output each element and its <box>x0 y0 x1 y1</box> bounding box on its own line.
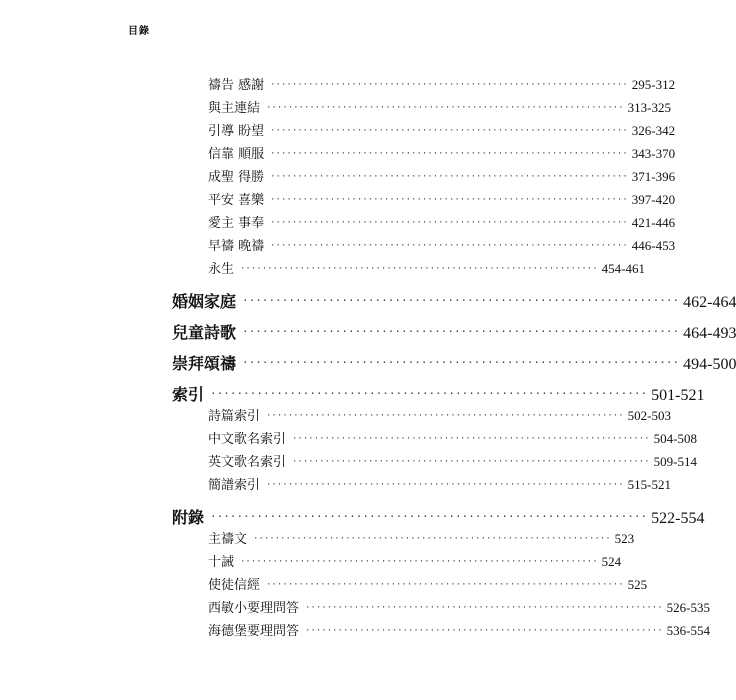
toc-entry-pages: 526-535 <box>666 600 710 615</box>
toc-entry-label: 信靠 順服 <box>208 147 265 162</box>
dot-leader: ·································································· <box>240 264 598 274</box>
toc-section-label: 附錄 <box>172 508 205 527</box>
toc-section-label: 索引 <box>172 385 205 404</box>
toc-entry-label: 海德堡要理問答 <box>208 624 300 639</box>
toc-entry-pages: 454-461 <box>601 261 645 276</box>
toc-entry[interactable] <box>208 474 671 493</box>
toc-entry-pages: 536-554 <box>666 623 710 638</box>
dot-leader: ·································································· <box>210 387 648 400</box>
toc-entry-label: 永生 <box>208 262 235 277</box>
toc-section-pages: 501-521 <box>651 387 705 404</box>
toc-section[interactable] <box>172 289 736 312</box>
dot-leader: ·································································· <box>270 218 628 228</box>
toc-entry-pages: 524 <box>601 554 622 569</box>
dot-leader: ·································································· <box>242 356 680 369</box>
toc-entry-pages: 326-342 <box>631 123 676 138</box>
toc-section-label: 婚姻家庭 <box>172 292 237 311</box>
toc-entry[interactable] <box>208 528 635 547</box>
toc-entry[interactable] <box>208 428 697 447</box>
toc-section[interactable] <box>172 505 705 528</box>
toc-entry-label: 愛主 事奉 <box>208 216 265 231</box>
toc-entry[interactable] <box>208 620 710 639</box>
toc-section[interactable] <box>172 382 705 405</box>
dot-leader: ·································································· <box>270 172 628 182</box>
toc-entry-label: 詩篇索引 <box>208 409 261 424</box>
toc-entry-label: 成聖 得勝 <box>208 170 265 185</box>
toc-entry-pages: 525 <box>627 577 648 592</box>
toc-section[interactable] <box>172 320 736 343</box>
toc-entry[interactable] <box>208 74 676 93</box>
toc-entry-label: 平安 喜樂 <box>208 193 265 208</box>
toc-entry-pages: 343-370 <box>631 146 676 161</box>
dot-leader: ·································································· <box>266 580 624 590</box>
toc-section-pages: 464-493 <box>683 325 736 342</box>
toc-entry[interactable] <box>208 97 671 116</box>
toc-entry[interactable] <box>208 235 676 254</box>
toc-entry[interactable] <box>208 258 645 277</box>
dot-leader: ·································································· <box>305 626 663 636</box>
toc-entry-label: 引導 盼望 <box>208 124 265 139</box>
toc-entry-pages: 504-508 <box>653 431 697 446</box>
toc-section-label: 崇拜頌禱 <box>172 354 237 373</box>
toc-entry-pages: 397-420 <box>631 192 676 207</box>
toc-section-label: 兒童詩歌 <box>172 323 237 342</box>
dot-leader: ·································································· <box>270 80 628 90</box>
toc-entry-pages: 523 <box>614 531 635 546</box>
toc-entry[interactable] <box>208 212 676 231</box>
toc-section[interactable] <box>172 351 736 374</box>
toc-section-pages: 494-500 <box>683 356 736 373</box>
toc-entry-label: 簡譜索引 <box>208 478 261 493</box>
page-header-title: 目錄 <box>128 26 150 37</box>
dot-leader: ·································································· <box>270 126 628 136</box>
toc-entry[interactable] <box>208 551 622 570</box>
dot-leader: ·································································· <box>242 294 680 307</box>
dot-leader: ·································································· <box>253 534 611 544</box>
toc-section-pages: 522-554 <box>651 510 705 527</box>
toc-entry-pages: 446-453 <box>631 238 676 253</box>
toc-entry-label: 與主連結 <box>208 101 261 116</box>
toc-entry-label: 主禱文 <box>208 532 248 547</box>
dot-leader: ·································································· <box>240 557 598 567</box>
dot-leader: ·································································· <box>305 603 663 613</box>
toc-entry-pages: 313-325 <box>627 100 671 115</box>
toc-entry-pages: 421-446 <box>631 215 676 230</box>
dot-leader: ·································································· <box>292 457 650 467</box>
toc-entry-label: 早禱 晚禱 <box>208 239 265 254</box>
dot-leader: ·································································· <box>210 510 648 523</box>
dot-leader: ·································································· <box>292 434 650 444</box>
toc-entry-label: 禱告 感謝 <box>208 78 265 93</box>
dot-leader: ·································································· <box>242 325 680 338</box>
toc-entry-pages: 502-503 <box>627 408 671 423</box>
toc-entry-pages: 371-396 <box>631 169 676 184</box>
dot-leader: ·································································· <box>270 195 628 205</box>
dot-leader: ·································································· <box>270 241 628 251</box>
toc-entry[interactable] <box>208 597 710 616</box>
toc-section-pages: 462-464 <box>683 294 736 311</box>
dot-leader: ·································································· <box>266 480 624 490</box>
toc-entry-pages: 509-514 <box>653 454 697 469</box>
toc-entry-label: 中文歌名索引 <box>208 432 287 447</box>
toc-entry[interactable] <box>208 189 676 208</box>
toc-entry[interactable] <box>208 574 648 593</box>
toc-entry[interactable] <box>208 143 676 162</box>
toc-entry[interactable] <box>208 451 697 470</box>
toc-entry-pages: 295-312 <box>631 77 676 92</box>
toc-entry-pages: 515-521 <box>627 477 671 492</box>
dot-leader: ·································································· <box>270 149 628 159</box>
dot-leader: ·································································· <box>266 103 624 113</box>
toc-entry-label: 英文歌名索引 <box>208 455 287 470</box>
toc-entry[interactable] <box>208 120 676 139</box>
toc-entry-label: 十誡 <box>208 555 235 570</box>
toc-entry-label: 使徒信經 <box>208 578 261 593</box>
dot-leader: ·································································· <box>266 411 624 421</box>
toc-entry[interactable] <box>208 405 671 424</box>
toc-entry[interactable] <box>208 166 676 185</box>
toc-entry-label: 西敏小要理問答 <box>208 601 300 616</box>
